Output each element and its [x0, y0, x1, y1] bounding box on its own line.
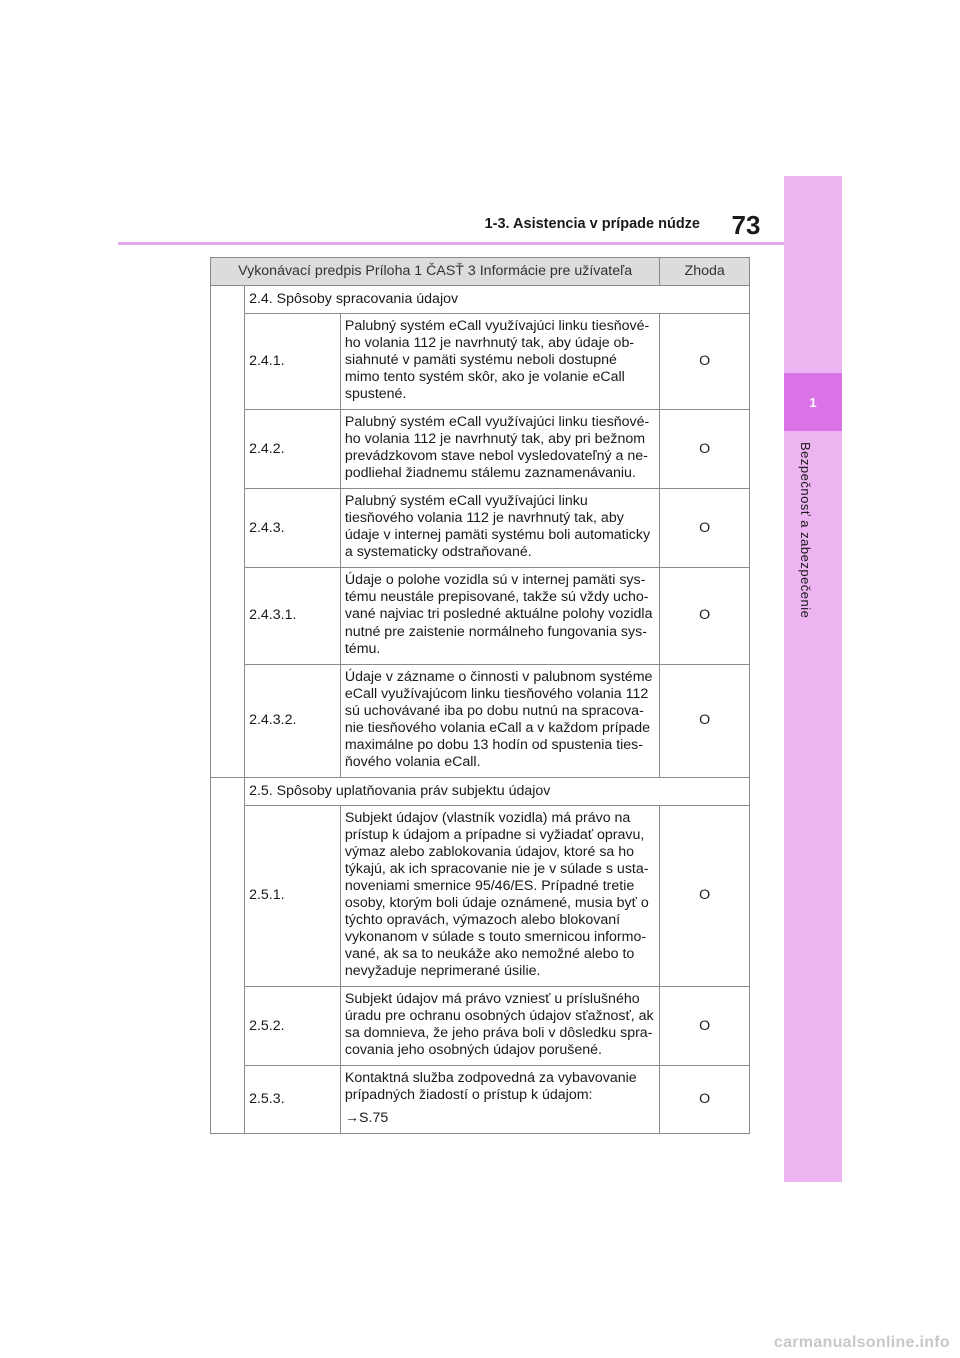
compliance-column-header: Zhoda	[660, 258, 750, 286]
row-text: Palubný systém eCall využívajúci linku tiesňové-ho volania 112 je navrhnutý tak, aby pri bežnom prevádzkovom stave nebol vysledovateľný a ne-podliehal žiadnemu stálemu zaznamenávaniu.	[340, 410, 659, 489]
row-number: 2.4.3.1.	[245, 568, 341, 664]
row-number: 2.4.3.	[245, 489, 341, 568]
row-compliance: O	[660, 314, 750, 410]
chapter-label: Bezpečnosť a zabezpečenie	[798, 442, 813, 619]
row-text: Palubný systém eCall využívajúci linku tiesňové-ho volania 112 je navrhnutý tak, aby údaje ob-siahnuté v pamäti systému neboli dostupné mimo tento systém skôr, ako je volanie eCall spustené.	[340, 314, 659, 410]
table-row	[211, 410, 750, 489]
row-text: Palubný systém eCall využívajúci linku tiesňového volania 112 je navrhnutý tak, aby údaje v internej pamäti systému boli automaticky a systematicky odstraňované.	[340, 489, 659, 568]
row-text: Údaje v zázname o činnosti v palubnom systéme eCall využívajúcom linku tiesňového volania 112 sú uchovávané iba po dobu nutnú na spracova-nie tiesňového volania eCall a v každom prípade maximálne po dobu 13 hodín od spustenia ties-ňového volania eCall.	[340, 664, 659, 777]
header-rule	[118, 242, 784, 245]
table-spacer-cell	[211, 286, 245, 778]
row-text-body: Kontaktná služba zodpovedná za vybavovanie prípadných žiadostí o prístup k údajom:	[344, 1070, 637, 1104]
page-number: 73	[731, 210, 761, 240]
row-compliance: O	[660, 987, 750, 1066]
section-row	[211, 286, 750, 314]
row-number: 2.5.3.	[245, 1066, 341, 1134]
row-number: 2.4.1.	[245, 314, 341, 410]
table-row	[211, 489, 750, 568]
row-text: Subjekt údajov má právo vzniesť u príslušného úradu pre ochranu osobných údajov sťažnosť, ak sa domnieva, že jeho práva boli v dôsledku spra-covania jeho osobných údajov porušené.	[340, 987, 659, 1066]
row-compliance: O	[660, 664, 750, 777]
row-compliance: O	[660, 805, 750, 986]
table-row	[211, 568, 750, 664]
section-title-cell: 2.4. Spôsoby spracovania údajov	[245, 286, 750, 314]
row-number: 2.4.3.2.	[245, 664, 341, 777]
row-number: 2.4.2.	[245, 410, 341, 489]
section-row	[211, 777, 750, 805]
section-title-cell: 2.5. Spôsoby uplatňovania práv subjektu údajov	[245, 777, 750, 805]
compliance-table	[210, 257, 750, 1134]
row-text	[340, 1066, 659, 1134]
row-number: 2.5.2.	[245, 987, 341, 1066]
chapter-side-band	[784, 176, 842, 1182]
watermark-text: carmanualsonline.info	[773, 1334, 950, 1351]
row-compliance: O	[660, 568, 750, 664]
requirement-column-header: Vykonávací predpis Príloha 1 ČASŤ 3 Informácie pre užívateľa	[211, 258, 660, 286]
chapter-number: 1	[809, 394, 817, 410]
footer-watermark	[600, 1330, 960, 1358]
table-header-row	[211, 258, 750, 286]
page-reference-link[interactable]: →S.75	[344, 1110, 389, 1127]
table-spacer-cell	[211, 777, 245, 1134]
row-text: Subjekt údajov (vlastník vozidla) má právo na prístup k údajom a prípadne si vyžiadať opravu, výmaz alebo zablokovania údajov, ktoré sa ho týkajú, ak ich spracovanie nie je v súlade s usta-noveniami smernice 95/46/ES. Prípadné tretie osoby, ktorým boli údaje oznámené, musia byť o týchto opravách, výmazoch alebo blokovaní vykonanom v súlade s touto smernicou informo-vané, ak sa to neukáže ako nemožné alebo to nevyžaduje neprimerané úsilie.	[340, 805, 659, 986]
row-number: 2.5.1.	[245, 805, 341, 986]
table-row	[211, 805, 750, 986]
table-row	[211, 987, 750, 1066]
row-compliance: O	[660, 1066, 750, 1134]
row-text: Údaje o polohe vozidla sú v internej pamäti sys-tému neustále prepisované, takže sú vždy ucho-vané najviac tri posledné aktuálne polohy vozidla nutné pre zaistenie normálneho fungovania sys-tému.	[340, 568, 659, 664]
section-title: 1-3. Asistencia v prípade núdze	[484, 216, 700, 232]
row-compliance: O	[660, 489, 750, 568]
table-row	[211, 1066, 750, 1134]
table-row	[211, 664, 750, 777]
row-compliance: O	[660, 410, 750, 489]
table-row	[211, 314, 750, 410]
